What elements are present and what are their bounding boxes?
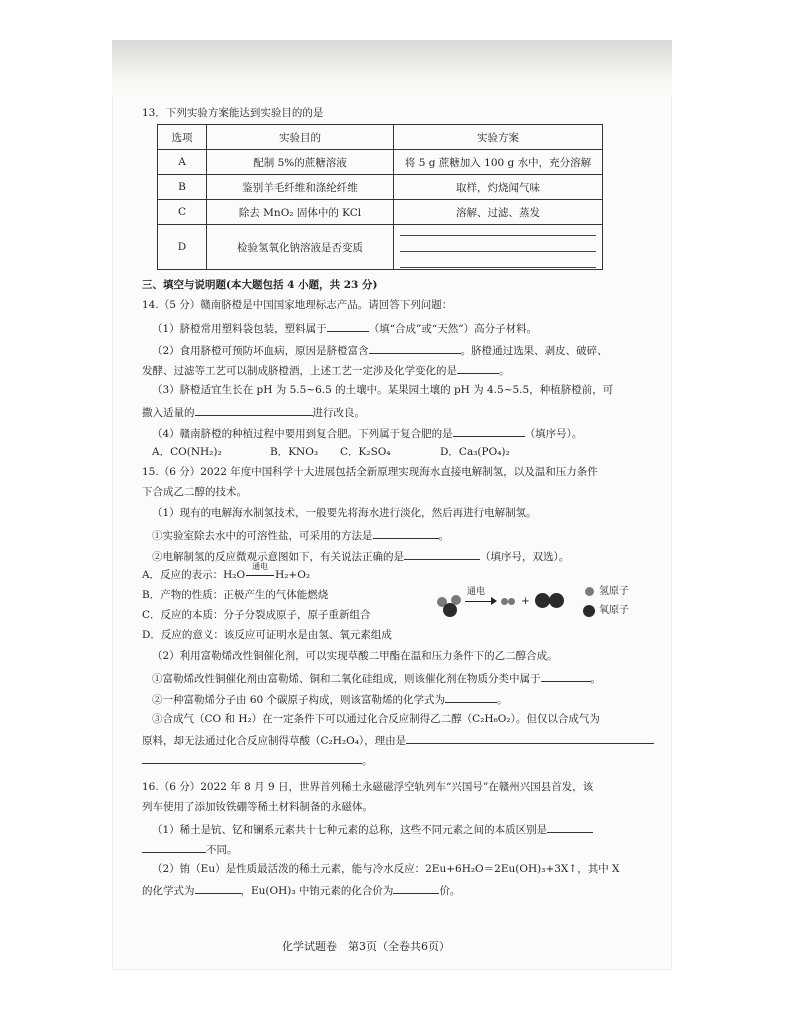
answer-line[interactable] — [400, 258, 596, 268]
answer-line[interactable] — [400, 242, 596, 252]
q15-option-b: B．产物的性质：正极产生的气体能燃烧 — [142, 589, 329, 601]
hydrogen-atom — [501, 598, 508, 605]
answer-blank[interactable] — [195, 882, 241, 894]
answer-blank[interactable] — [453, 425, 525, 437]
q14-part3: （3）脐橙适宜生长在 pH 为 5.5~6.5 的土壤中。某果园土壤的 pH 为 4.5~5.5，种植脐橙前，可 — [152, 384, 614, 396]
q15-part2-1-text2: 。 — [590, 673, 601, 685]
q14-option-c: C．K₂SO₄ — [340, 446, 391, 458]
q14-part2-text3: 发酵、过滤等工艺可以制成脐橙酒，上述工艺一定涉及化学变化的是 — [142, 365, 457, 377]
reaction-condition: 通电 — [252, 562, 269, 571]
q15-part2-2-text2: 。 — [497, 694, 508, 706]
row-option: A — [158, 150, 207, 175]
q15-part2-2 — [152, 691, 508, 707]
table-row — [158, 225, 603, 270]
row-goal: 配制 5%的蔗糖溶液 — [207, 150, 394, 175]
row-option: C — [158, 200, 207, 225]
q14-part4 — [152, 425, 582, 441]
hydrogen-atom — [451, 595, 461, 605]
q15-part1-1-text2: 。 — [438, 530, 449, 542]
q16-part2-text3: 价。 — [439, 885, 461, 897]
q15-part2-3-text2: 。 — [362, 755, 373, 767]
q14-part1-text: （1）脐橙常用塑料袋包装，塑料属于 — [152, 323, 327, 335]
table-row — [158, 150, 603, 175]
oxygen-atom — [443, 603, 457, 617]
answer-blank[interactable] — [404, 548, 480, 560]
plus-sign: + — [521, 595, 530, 607]
q16-part2-text: 的化学式为 — [142, 885, 195, 897]
oxygen-atom — [535, 593, 550, 608]
q16-stem1: 16.（6 分）2022 年 8 月 9 日，世界首列稀土永磁磁浮空轨列车“兴国号”在赣州兴国县首发，该 — [142, 781, 594, 793]
q14-part4-text: （4）赣南脐橙的种植过程中要用到复合肥。下列属于复合肥的是 — [152, 428, 453, 440]
q14-part2-text4: 。 — [499, 365, 510, 377]
page-fold-shadow — [112, 40, 672, 96]
q13-table — [157, 124, 603, 270]
q14-part3-text2: 进行改良。 — [312, 407, 365, 419]
q15-part2-1-text: ①富勒烯改性铜催化剂由富勒烯、铜和二氧化硅组成，则该催化剂在物质分类中属于 — [152, 673, 541, 685]
q16-stem2: 列车使用了添加钕铁硼等稀土材料制备的永磁体。 — [142, 801, 373, 813]
q15-part1-1 — [152, 527, 449, 543]
table-row — [158, 200, 603, 225]
answer-blank[interactable] — [393, 882, 439, 894]
q15-part2-3-cont — [142, 732, 654, 748]
q14-stem: 14.（5 分）赣南脐橙是中国国家地理标志产品。请回答下列问题： — [142, 299, 453, 311]
q14-part2 — [152, 342, 608, 358]
q15-option-a-text: A．反应的表示：H₂O — [142, 569, 246, 581]
q14-part4-text2: （填序号）。 — [524, 428, 583, 440]
row-goal: 鉴别羊毛纤维和涤纶纤维 — [207, 175, 394, 200]
q15-part1-2-text: ②电解制氢的反应微观示意图如下，有关说法正确的是 — [152, 551, 404, 563]
q14-option-d: D．Ca₃(PO₄)₂ — [440, 446, 510, 458]
row-goal: 检验氢氧化钠溶液是否变质 — [207, 225, 394, 270]
q14-part1 — [152, 320, 537, 336]
q15-part1: （1）现有的电解海水制氢技术，一般要先将海水进行淡化，然后再进行电解制氢。 — [152, 507, 537, 519]
q15-option-d: D．反应的意义：该反应可证明水是由氢、氧元素组成 — [142, 629, 392, 641]
q14-part2-cont — [142, 362, 510, 378]
row-option: D — [158, 225, 207, 270]
q13-title: 13．下列实验方案能达到实验目的的是 — [142, 107, 324, 119]
q14-part3-text: 撒入适量的 — [142, 407, 195, 419]
q14-part3-cont — [142, 404, 365, 420]
answer-lines[interactable] — [394, 225, 603, 270]
q16-part1-text: （1）稀土是钪、钇和镧系元素共十七种元素的总称，这些不同元素之间的本质区别是 — [152, 824, 548, 836]
header-option: 选项 — [158, 125, 207, 150]
q15-part1-2 — [152, 548, 569, 564]
answer-blank[interactable] — [406, 732, 654, 744]
q14-part1-text2: （填“合成”或“天然”）高分子材料。 — [368, 323, 538, 335]
legend-oxygen: 氧原子 — [599, 605, 629, 616]
q16-part1-text2: 不同。 — [206, 844, 238, 856]
electrolysis-micro-diagram — [437, 585, 647, 625]
answer-blank[interactable] — [373, 527, 439, 539]
answer-blank[interactable] — [142, 841, 206, 853]
answer-blank[interactable] — [195, 404, 313, 416]
reaction-arrow — [245, 562, 275, 582]
q15-option-c: C．反应的本质：分子分裂成原子，原子重新组合 — [142, 609, 371, 621]
oxygen-legend-icon — [583, 605, 595, 617]
q15-part2: （2）利用富勒烯改性铜催化剂，可以实现草酸二甲酯在温和压力条件下的乙二醇合成。 — [152, 650, 558, 662]
answer-blank[interactable] — [457, 362, 499, 374]
q15-option-a-text2: H₂+O₂ — [275, 569, 311, 581]
q16-part1 — [152, 821, 593, 837]
header-goal: 实验目的 — [207, 125, 394, 150]
q15-stem1: 15.（6 分）2022 年度中国科学十大进展包括全新原理实现海水直接电解制氢，以及温和压力条件 — [142, 466, 598, 478]
q16-part2: （2）铕（Eu）是性质最活泼的稀土元素，能与冷水反应：2Eu+6H₂O＝2Eu(OH)₃+3X↑，其中 X — [152, 863, 620, 875]
answer-blank[interactable] — [541, 670, 591, 682]
header-plan: 实验方案 — [394, 125, 603, 150]
q16-part1-cont — [142, 841, 238, 857]
answer-blank[interactable] — [369, 342, 461, 354]
table-row — [158, 175, 603, 200]
legend-hydrogen: 氢原子 — [599, 586, 629, 597]
diagram-condition: 通电 — [467, 587, 486, 597]
answer-blank[interactable] — [547, 821, 593, 833]
q15-part2-3: ③合成气（CO 和 H₂）在一定条件下可以通过化合反应制得乙二醇（C₂H₆O₂）。但仅以合成气为 — [152, 713, 600, 725]
row-plan: 将 5 g 蔗糖加入 100 g 水中，充分溶解 — [394, 150, 603, 175]
answer-blank[interactable] — [327, 320, 369, 332]
answer-blank[interactable] — [445, 691, 497, 703]
q15-part2-2-text: ②一种富勒烯分子由 60 个碳原子构成，则该富勒烯的化学式为 — [152, 694, 446, 706]
q15-part1-2-text2: （填序号，双选）。 — [480, 551, 570, 563]
row-plan: 溶解、过滤、蒸发 — [394, 200, 603, 225]
q15-part2-1 — [152, 670, 601, 686]
q15-part2-3-text: 原料，却无法通过化合反应制得草酸（C₂H₂O₄），理由是 — [142, 735, 407, 747]
q16-part2-cont — [142, 882, 460, 898]
q16-part2-text2: ，Eu(OH)₃ 中铕元素的化合价为 — [240, 885, 394, 897]
section-heading: 三、填空与说明题(本大题包括 4 小题，共 23 分) — [142, 279, 378, 291]
q14-part2-text: （2）食用脐橙可预防坏血病，原因是脐橙富含 — [152, 345, 369, 357]
exam-page — [112, 40, 672, 970]
hydrogen-legend-icon — [585, 587, 594, 596]
table-header-row — [158, 125, 603, 150]
q15-option-a — [142, 562, 311, 582]
oxygen-atom — [549, 593, 564, 608]
q15-part1-1-text: ①实验室除去水中的可溶性盐，可采用的方法是 — [152, 530, 373, 542]
row-goal: 除去 MnO₂ 固体中的 KCl — [207, 200, 394, 225]
q15-part2-3-cont2 — [142, 752, 373, 768]
page-footer: 化学试题卷 第3页（全卷共6页） — [282, 940, 450, 953]
q14-part2-text2: 。脐橙通过选果、剥皮、破碎、 — [460, 345, 608, 357]
answer-line[interactable] — [400, 226, 596, 236]
hydrogen-atom — [508, 598, 515, 605]
row-option: B — [158, 175, 207, 200]
q14-option-b: B．KNO₃ — [270, 446, 319, 458]
row-plan: 取样，灼烧闻气味 — [394, 175, 603, 200]
q14-option-a: A．CO(NH₂)₂ — [152, 446, 222, 458]
q15-stem2: 下合成乙二醇的技术。 — [142, 486, 247, 498]
arrow-head-icon — [491, 597, 497, 605]
answer-blank[interactable] — [142, 752, 362, 764]
